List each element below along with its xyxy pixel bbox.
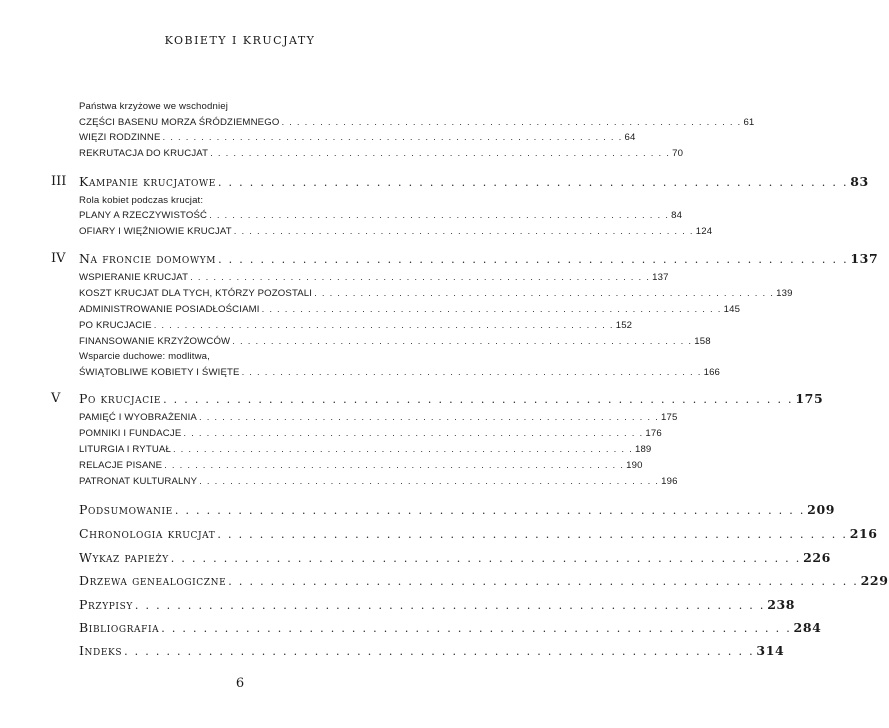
dot-leader: . . . . . . . . . . . . . . . . . . . . . . . . . . . . . . . . . . . . . . . . . . . . . . . . . . . . . . . . . . . .: [232, 336, 693, 347]
toc-chapter-3[interactable]: [79, 174, 869, 189]
toc-entry-label: PATRONAT KULTURALNY: [79, 476, 198, 487]
page-number: 6: [235, 676, 245, 691]
toc-chapter-page: 209: [807, 502, 836, 517]
toc-chapter-page: 314: [756, 643, 785, 658]
toc-chapter-title: Na froncie domowym: [79, 251, 217, 266]
toc-entry-page: 152: [615, 320, 633, 331]
dot-leader: . . . . . . . . . . . . . . . . . . . . . . . . . . . . . . . . . . . . . . . . . . . . . . . . . . . . . . . . . . . .: [209, 210, 670, 221]
toc-entry-label: PAMIĘĆ I WYOBRAŻENIA: [79, 412, 197, 423]
toc-chapter-5[interactable]: [79, 391, 824, 406]
toc-entry-page: 190: [626, 460, 643, 471]
toc-entry-rekrutacja[interactable]: [79, 148, 684, 159]
toc-indeks[interactable]: [79, 643, 785, 658]
dot-leader: . . . . . . . . . . . . . . . . . . . . . . . . . . . . . . . . . . . . . . . . . . . . . . . . . . . . . . . . . . . .: [163, 393, 794, 406]
dot-leader: . . . . . . . . . . . . . . . . . . . . . . . . . . . . . . . . . . . . . . . . . . . . . . . . . . . . . . . . . . . .: [218, 253, 849, 266]
dot-leader: . . . . . . . . . . . . . . . . . . . . . . . . . . . . . . . . . . . . . . . . . . . . . . . . . . . . . . . . . . . .: [199, 476, 660, 487]
dot-leader: . . . . . . . . . . . . . . . . . . . . . . . . . . . . . . . . . . . . . . . . . . . . . . . . . . . . . . . . . . . .: [241, 367, 702, 378]
toc-chapter-title: Podsumowanie: [79, 502, 173, 517]
toc-chronologia[interactable]: [79, 526, 878, 541]
toc-entry-page: 176: [645, 428, 662, 439]
toc-chapter-page: 284: [793, 620, 822, 635]
toc-entry-wsparcie-line1: Wsparcie duchowe: modlitwa,: [79, 351, 210, 362]
toc-entry-administrowanie[interactable]: [79, 304, 741, 315]
toc-entry-label: WIĘZI RODZINNE: [79, 132, 161, 143]
toc-entry-page: 70: [672, 148, 684, 159]
dot-leader: . . . . . . . . . . . . . . . . . . . . . . . . . . . . . . . . . . . . . . . . . . . . . . . . . . . . . . . . . . . .: [172, 444, 633, 455]
toc-chapter-title: Indeks: [79, 643, 123, 658]
chapter-numeral: IV: [51, 251, 66, 266]
dot-leader: . . . . . . . . . . . . . . . . . . . . . . . . . . . . . . . . . . . . . . . . . . . . . . . . . . . . . . . . . . . .: [164, 460, 625, 471]
toc-entry-panstwa-line1: Państwa krzyżowe we wschodniej: [79, 101, 229, 112]
dot-leader: . . . . . . . . . . . . . . . . . . . . . . . . . . . . . . . . . . . . . . . . . . . . . . . . . . . . . . . . . . . .: [217, 176, 849, 189]
toc-chapter-page: 226: [803, 550, 831, 565]
dot-leader: . . . . . . . . . . . . . . . . . . . . . . . . . . . . . . . . . . . . . . . . . . . . . . . . . . . . . . . . . . . .: [170, 552, 802, 565]
toc-entry-pomniki[interactable]: [79, 428, 662, 439]
toc-entry-label: PO KRUCJACIE: [79, 320, 152, 331]
toc-entry-page: 137: [652, 272, 669, 283]
toc-entry-page: 124: [695, 226, 713, 237]
dot-leader: . . . . . . . . . . . . . . . . . . . . . . . . . . . . . . . . . . . . . . . . . . . . . . . . . . . . . . . . . . . .: [162, 132, 623, 143]
dot-leader: . . . . . . . . . . . . . . . . . . . . . . . . . . . . . . . . . . . . . . . . . . . . . . . . . . . . . . . . . . . .: [217, 528, 848, 541]
dot-leader: . . . . . . . . . . . . . . . . . . . . . . . . . . . . . . . . . . . . . . . . . . . . . . . . . . . . . . . . . . . .: [190, 272, 651, 283]
toc-entry-label: CZĘŚCI BASENU MORZA ŚRÓDZIEMNEGO: [79, 117, 280, 128]
dot-leader: . . . . . . . . . . . . . . . . . . . . . . . . . . . . . . . . . . . . . . . . . . . . . . . . . . . . . . . . . . . .: [174, 504, 806, 517]
dot-leader: . . . . . . . . . . . . . . . . . . . . . . . . . . . . . . . . . . . . . . . . . . . . . . . . . . . . . . . . . . . .: [228, 575, 859, 588]
toc-chapter-page: 229: [860, 573, 889, 588]
toc-entry-rola[interactable]: [79, 210, 683, 221]
toc-chapter-title: Po krucjacie: [79, 391, 162, 406]
toc-chapter-page: 175: [795, 391, 824, 406]
toc-chapter-page: 238: [767, 597, 796, 612]
toc-chapter-page: 137: [850, 251, 879, 266]
toc-entry-ofiary[interactable]: [79, 226, 713, 237]
toc-entry-page: 61: [743, 117, 755, 128]
toc-chapter-4[interactable]: [79, 251, 879, 266]
dot-leader: . . . . . . . . . . . . . . . . . . . . . . . . . . . . . . . . . . . . . . . . . . . . . . . . . . . . . . . . . . . .: [281, 117, 742, 128]
toc-entry-relacje[interactable]: [79, 460, 643, 471]
toc-entry-patronat[interactable]: [79, 476, 678, 487]
toc-chapter-title: Drzewa genealogiczne: [79, 573, 227, 588]
toc-bibliografia[interactable]: [79, 620, 822, 635]
dot-leader: . . . . . . . . . . . . . . . . . . . . . . . . . . . . . . . . . . . . . . . . . . . . . . . . . . . . . . . . . . . .: [210, 148, 671, 159]
toc-entry-page: 84: [671, 210, 683, 221]
toc-entry-finansowanie[interactable]: [79, 336, 711, 347]
chapter-numeral: III: [51, 174, 67, 189]
toc-chapter-title: Kampanie krucjatowe: [79, 174, 216, 189]
toc-entry-koszt[interactable]: [79, 288, 793, 299]
toc-entry-label: ADMINISTROWANIE POSIADŁOŚCIAMI: [79, 304, 260, 315]
dot-leader: . . . . . . . . . . . . . . . . . . . . . . . . . . . . . . . . . . . . . . . . . . . . . . . . . . . . . . . . . . . .: [134, 599, 766, 612]
dot-leader: . . . . . . . . . . . . . . . . . . . . . . . . . . . . . . . . . . . . . . . . . . . . . . . . . . . . . . . . . . . .: [233, 226, 694, 237]
toc-entry-wsparcie[interactable]: [79, 367, 721, 378]
running-head: KOBIETY I KRUCJATY: [164, 34, 316, 47]
toc-chapter-title: Wykaz papieży: [79, 550, 169, 565]
dot-leader: . . . . . . . . . . . . . . . . . . . . . . . . . . . . . . . . . . . . . . . . . . . . . . . . . . . . . . . . . . . .: [261, 304, 722, 315]
toc-drzewa[interactable]: [79, 573, 889, 588]
toc-entry-page: 139: [776, 288, 793, 299]
toc-entry-label: PLANY A RZECZYWISTOŚĆ: [79, 210, 208, 221]
toc-entry-page: 158: [694, 336, 711, 347]
toc-chapter-title: Przypisy: [79, 597, 133, 612]
toc-chapter-page: 216: [849, 526, 878, 541]
dot-leader: . . . . . . . . . . . . . . . . . . . . . . . . . . . . . . . . . . . . . . . . . . . . . . . . . . . . . . . . . . . .: [198, 412, 659, 423]
toc-chapter-title: Bibliografia: [79, 620, 160, 635]
toc-entry-wiezi[interactable]: [79, 132, 636, 143]
toc-chapter-title: Chronologia krucjat: [79, 526, 216, 541]
toc-entry-label: FINANSOWANIE KRZYŻOWCÓW: [79, 336, 231, 347]
toc-chapter-page: 83: [850, 174, 869, 189]
toc-entry-liturgia[interactable]: [79, 444, 652, 455]
toc-entry-label: LITURGIA I RYTUAŁ: [79, 444, 171, 455]
toc-entry-label: RELACJE PISANE: [79, 460, 163, 471]
dot-leader: . . . . . . . . . . . . . . . . . . . . . . . . . . . . . . . . . . . . . . . . . . . . . . . . . . . . . . . . . . . .: [314, 288, 775, 299]
toc-entry-page: 189: [634, 444, 652, 455]
toc-przypisy[interactable]: [79, 597, 796, 612]
toc-entry-page: 64: [624, 132, 636, 143]
toc-entry-label: OFIARY I WIĘŹNIOWIE KRUCJAT: [79, 226, 232, 237]
dot-leader: . . . . . . . . . . . . . . . . . . . . . . . . . . . . . . . . . . . . . . . . . . . . . . . . . . . . . . . . . . . .: [153, 320, 614, 331]
toc-entry-label: ŚWIĄTOBLIWE KOBIETY I ŚWIĘTE: [79, 367, 240, 378]
dot-leader: . . . . . . . . . . . . . . . . . . . . . . . . . . . . . . . . . . . . . . . . . . . . . . . . . . . . . . . . . . . .: [161, 622, 792, 635]
toc-entry-label: POMNIKI I FUNDACJE: [79, 428, 182, 439]
toc-entry-page: 145: [723, 304, 741, 315]
toc-entry-label: WSPIERANIE KRUCJAT: [79, 272, 189, 283]
toc-podsumowanie[interactable]: [79, 502, 836, 517]
toc-entry-page: 196: [661, 476, 678, 487]
toc-entry-page: 175: [660, 412, 678, 423]
dot-leader: . . . . . . . . . . . . . . . . . . . . . . . . . . . . . . . . . . . . . . . . . . . . . . . . . . . . . . . . . . . .: [183, 428, 644, 439]
toc-entry-pamiec[interactable]: [79, 412, 678, 423]
toc-wykaz[interactable]: [79, 550, 831, 565]
toc-entry-label: KOSZT KRUCJAT DLA TYCH, KTÓRZY POZOSTALI: [79, 288, 313, 299]
toc-entry-panstwa[interactable]: [79, 117, 755, 128]
toc-entry-rola-line1: Rola kobiet podczas krucjat:: [79, 195, 204, 206]
chapter-numeral: V: [51, 391, 61, 406]
dot-leader: . . . . . . . . . . . . . . . . . . . . . . . . . . . . . . . . . . . . . . . . . . . . . . . . . . . . . . . . . . . .: [124, 645, 755, 658]
toc-entry-wspieranie[interactable]: [79, 272, 669, 283]
toc-entry-label: REKRUTACJA DO KRUCJAT: [79, 148, 209, 159]
toc-entry-po-krucjacie[interactable]: [79, 320, 633, 331]
toc-entry-page: 166: [703, 367, 721, 378]
